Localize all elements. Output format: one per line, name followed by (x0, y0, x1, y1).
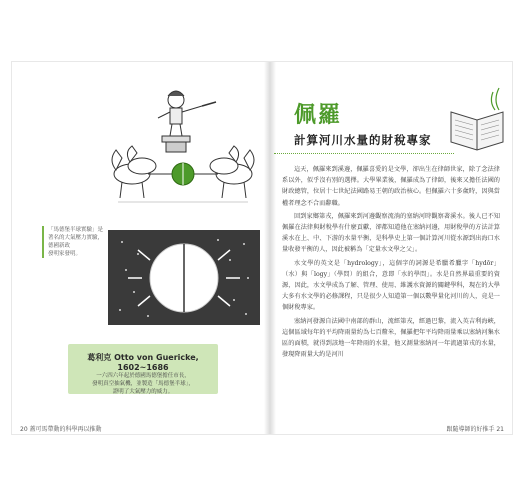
bio-name: 葛利克 Otto von Guericke, 1602~1686 (87, 353, 199, 372)
sphere-diagram (108, 230, 260, 325)
body-paragraph: 回到家鄉第戎，佩羅來到河邊觀察流淌的塞納河時觀察著溪水。後人已不知佩羅在法律與財稅學有什麼貢獻，卻都知道他在塞納河邊，用財稅學的方法計算溪水在上、中、下游的水量平衡，是科學史上第一個計算河川從水源到出海口水量收發平衡的人，因此被稱為「定量水文學之父」。 (282, 212, 500, 254)
article-body (282, 164, 500, 362)
title-divider (274, 153, 454, 155)
bio-line: 一六四六年起於德國馬德堡擔任市長， (96, 373, 190, 379)
bio-line: 發明真空抽氣機，並製造「馬德堡半球」， (92, 381, 194, 387)
body-paragraph: 水文學的英文是「hydrology」，這個字的詞源是希臘希臘字「hydōr」（水）與「logy」（學問）的組合，意即「水的學問」。水是自然界最重要的資源，因此，水文學成為了解、管理、使用、維護水資源的關鍵學科，現在的大學大多有水文學的必修課程，只是很少人知道第一個以數學量化河川的人，竟是一個財稅專家。 (282, 259, 500, 312)
horses-illustration (108, 86, 258, 208)
folio-right: 跟隨導師的好推手 21 (446, 426, 504, 433)
book-spread (12, 62, 512, 434)
body-paragraph: 塞納河發源自法國中南部的群山，流經第戎，經過巴黎，流入英吉利海峽，這個區域每年的平均降雨量約為七百釐米，佩羅把年平均降雨量乘以塞納河集水區的面積，就得到該地一年降雨的水量，他又測量塞納河一年流過第戎的水量，發現降雨量大約是河川 (282, 317, 500, 359)
book-gutter (264, 62, 276, 434)
man-with-baton-illustration (158, 91, 216, 152)
caption-line: 發明家發明。 (48, 251, 82, 257)
open-book-illustration (447, 82, 507, 152)
figure-caption (42, 226, 106, 258)
article-title: 佩羅 (294, 102, 343, 128)
folio-left: 20 蓋可馬帶動的科學再以推動 (20, 426, 102, 433)
bio-box (68, 344, 218, 394)
bio-line: 證明了大氣壓力的威力。 (112, 389, 174, 395)
caption-line: 「馬德堡半球實驗」是著名的大氣壓力實驗，德國新政 (48, 227, 104, 249)
article-subtitle: 計算河川水量的財稅專家 (294, 133, 432, 147)
body-paragraph: 這天，佩羅來到溪邊，佩羅喜愛的是文學，卻出生在律師世家，除了念法律系以外，似乎沒有別的選擇。大學畢業後，佩羅成為了律師，後來又擔任法國的財政總管，位居十七世紀法國路易王朝的政治核心。但佩羅六十多歲時，因與當權者理念不合而辭職。 (282, 166, 500, 207)
